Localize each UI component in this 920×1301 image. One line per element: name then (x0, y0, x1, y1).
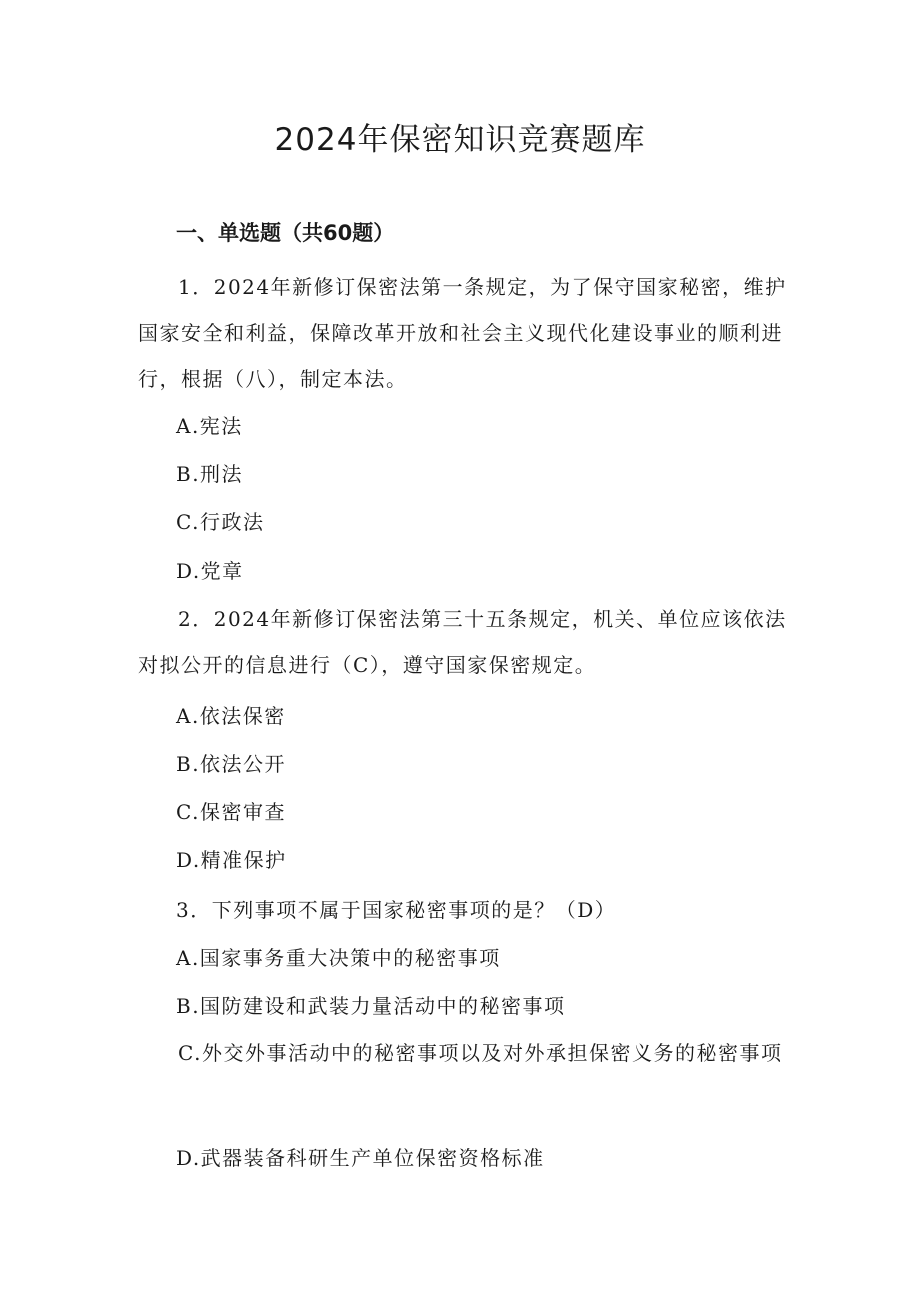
question-1-stem: 1．2024年新修订保密法第一条规定，为了保守国家秘密，维护国家安全和利益，保障改革开放和社会主义现代化建设事业的顺利进行，根据（八），制定本法。 (138, 275, 787, 391)
question-2-option-b: B.依法公开 (176, 752, 287, 776)
question-2-option-a: A.依法保密 (176, 704, 286, 728)
question-3-option-a: A.国家事务重大决策中的秘密事项 (176, 946, 501, 970)
question-2-option-d: D.精准保护 (176, 848, 287, 872)
question-1-option-b: B.刑法 (176, 462, 244, 486)
question-1-option-a: A.宪法 (176, 414, 243, 438)
question-2-option-c: C.保密审查 (176, 800, 286, 824)
question-3-option-d: D.武器装备科研生产单位保密资格标准 (176, 1146, 545, 1170)
question-1-option-d: D.党章 (176, 559, 244, 583)
section-heading: 一、单选题（共60题） (176, 221, 395, 245)
question-3-option-b: B.国防建设和武装力量活动中的秘密事项 (176, 994, 566, 1018)
document-title: 2024年保密知识竞赛题库 (274, 122, 646, 158)
question-2-stem: 2．2024年新修订保密法第三十五条规定，机关、单位应该依法对拟公开的信息进行（C），遵守国家保密规定。 (138, 607, 787, 677)
question-1-option-c: C.行政法 (176, 510, 265, 534)
question-3-option-c: C.外交外事活动中的秘密事项以及对外承担保密义务的秘密事项 (178, 1041, 783, 1065)
question-3-stem: 3．下列事项不属于国家秘密事项的是？（D） (176, 898, 617, 922)
